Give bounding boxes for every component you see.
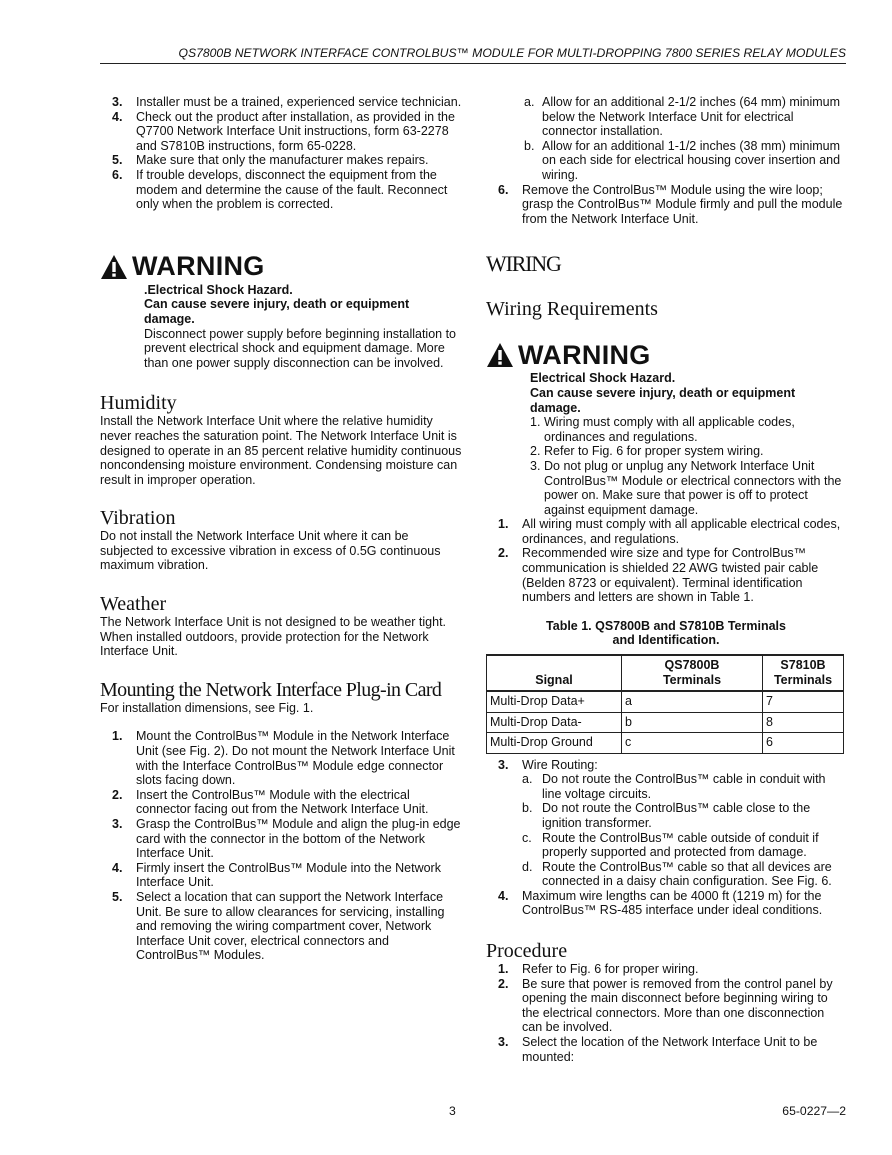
list-item: 2. Recommended wire size and type for ControlBus™ communication is shielded 22 AWG twisted pair cable (Belden 8723 or equivalent). Terminal identification numbers and letters are shown in Table 1. bbox=[498, 546, 819, 605]
warning-text: Disconnect power supply before beginning installation to prevent electrical shock and equipment damage. More than one power supply disconnection can be involved. bbox=[144, 326, 456, 370]
list-item: 6. If trouble develops, disconnect the equipment from the modem and determine the cause of the fault. Reconnect only when the problem is corrected. bbox=[112, 167, 448, 212]
list-item: 3. Do not plug or unplug any Network Interface Unit ControlBus™ Module or electrical connectors with the power on. Make sure that power is off to protect against equipment damage. bbox=[530, 458, 842, 517]
list-item: 3. Installer must be a trained, experienced service technician. bbox=[112, 95, 462, 109]
warning-triangle-icon bbox=[100, 254, 128, 280]
list-item: 1. Mount the ControlBus™ Module in the Network Interface Unit (see Fig. 2). Do not mount the Network Interface Unit with the Interface ControlBus™ Module edge connector slots facing down. bbox=[112, 729, 455, 788]
list-item: 1. Wiring must comply with all applicable codes, ordinances and regulations. bbox=[530, 415, 795, 444]
column-header: QS7800B Terminals bbox=[622, 655, 763, 691]
warning-hazard: Electrical Shock Hazard. bbox=[530, 371, 676, 386]
list-item: 1. Refer to Fig. 6 for proper wiring. bbox=[498, 962, 699, 977]
warning-consequence: Can cause severe injury, death or equipment damage. bbox=[530, 385, 796, 415]
list-item: a. Allow for an additional 2-1/2 inches (64 mm) minimum below the Network Interface Unit for electrical connector installation. bbox=[524, 95, 841, 139]
warning-items bbox=[530, 415, 846, 517]
section-heading-vibration: Vibration bbox=[100, 507, 176, 530]
list-item: b. Allow for an additional 1-1/2 inches (38 mm) minimum on each side for electrical housing cover insertion and wiring. bbox=[524, 138, 841, 182]
clearance-sublist bbox=[486, 95, 846, 183]
list-item: 6. Remove the ControlBus™ Module using the wire loop; grasp the ControlBus™ Module firmly and pull the module from the Network Interface Unit. bbox=[498, 182, 843, 226]
column-header: Signal bbox=[487, 655, 622, 691]
left-column bbox=[100, 95, 462, 963]
list-item: 3. Select the location of the Network Interface Unit to be mounted: bbox=[498, 1035, 818, 1064]
warning-hazard: .Electrical Shock Hazard. bbox=[144, 282, 293, 297]
section-heading-wiring-requirements: Wiring Requirements bbox=[486, 298, 658, 321]
terminals-table bbox=[486, 654, 844, 754]
table-row: Multi-Drop Data- b 8 bbox=[487, 712, 844, 733]
wiring-requirements-list bbox=[486, 517, 846, 605]
warning-box bbox=[100, 252, 462, 371]
wire-routing-item bbox=[486, 758, 846, 773]
table-header-row bbox=[487, 655, 844, 691]
section-heading-mounting: Mounting the Network Interface Plug-in Card bbox=[100, 678, 442, 701]
list-item: 5. Select a location that can support the Network Interface Unit. Be sure to allow clearances for servicing, installing and removing the wiring compartment cover, Network Interface Unit cover, electrical connectors and ControlBus™ Modules. bbox=[112, 889, 445, 963]
weather-text: The Network Interface Unit is not designed to be weather tight. When installed outdoors, provide protection for the Network Interface Unit. bbox=[100, 615, 447, 659]
mounting-step-6 bbox=[486, 183, 846, 227]
wiring-warning-box bbox=[486, 340, 846, 517]
list-item: 3. Wire Routing: bbox=[498, 757, 598, 772]
wire-routing-sublist bbox=[486, 772, 846, 889]
intro-list bbox=[100, 95, 462, 212]
document-code: 65-0227—2 bbox=[782, 1104, 846, 1118]
warning-title: WARNING bbox=[518, 340, 651, 371]
warning-title: WARNING bbox=[132, 251, 265, 282]
procedure-steps bbox=[486, 962, 846, 1064]
list-item: 2. Be sure that power is removed from the control panel by opening the main disconnect before beginning wiring to the electrical connectors. More than one disconnection can be involved. bbox=[498, 976, 833, 1035]
section-heading-procedure: Procedure bbox=[486, 940, 568, 963]
list-item: d. Route the ControlBus™ cable so that all devices are connected in a daisy chain configuration. See Fig. 6. bbox=[522, 859, 832, 889]
section-heading-wiring: WIRING bbox=[486, 251, 561, 277]
list-item: 2. Insert the ControlBus™ Module with the electrical connector facing out from the Network Interface Unit. bbox=[112, 787, 429, 817]
mounting-steps bbox=[100, 729, 462, 963]
list-item: a. Do not route the ControlBus™ cable in conduit with line voltage circuits. bbox=[522, 772, 826, 801]
list-item: 1. All wiring must comply with all applicable electrical codes, ordinances, and regulations. bbox=[498, 517, 841, 546]
vibration-text: Do not install the Network Interface Unit where it can be subjected to excessive vibration in excess of 0.5G continuous maximum vibration. bbox=[100, 529, 441, 573]
running-header: QS7800B NETWORK INTERFACE CONTROLBUS™ MODULE FOR MULTI-DROPPING 7800 SERIES RELAY MODULES bbox=[178, 46, 846, 60]
list-item: 4. Firmly insert the ControlBus™ Module into the Network Interface Unit. bbox=[112, 860, 441, 890]
list-item: c. Route the ControlBus™ cable outside of conduit if properly supported and protected from damage. bbox=[522, 830, 819, 860]
table-caption: Table 1. QS7800B and S7810B Terminals and Identification. bbox=[546, 618, 786, 648]
header-rule bbox=[100, 63, 846, 64]
list-item: 3. Grasp the ControlBus™ Module and align the plug-in edge card with the connector in the bottom of the Network Interface Unit. bbox=[112, 817, 461, 861]
table-row: Multi-Drop Ground c 6 bbox=[487, 733, 844, 754]
list-item: 5. Make sure that only the manufacturer makes repairs. bbox=[112, 153, 429, 168]
list-item: 2. Refer to Fig. 6 for proper system wiring. bbox=[530, 444, 764, 459]
column-header: S7810B Terminals bbox=[763, 655, 844, 691]
humidity-text: Install the Network Interface Unit where the relative humidity never reaches the saturation point. The Network Interface Unit is designed to operate in an 85 percent relative humidity continuous noncondensing moisture environment. Condensing moisture can result in improper operation. bbox=[100, 414, 462, 487]
warning-consequence: Can cause severe injury, death or equipment damage. bbox=[144, 297, 410, 326]
warning-triangle-icon bbox=[486, 342, 514, 368]
section-heading-weather: Weather bbox=[100, 593, 167, 616]
table-row: Multi-Drop Data+ a 7 bbox=[487, 691, 844, 712]
list-item: b. Do not route the ControlBus™ cable close to the ignition transformer. bbox=[522, 801, 811, 830]
max-wire-length-item bbox=[486, 889, 846, 918]
mounting-intro: For installation dimensions, see Fig. 1. bbox=[100, 700, 314, 715]
page-number: 3 bbox=[449, 1104, 456, 1118]
list-item: 4. Maximum wire lengths can be 4000 ft (1219 m) for the ControlBus™ RS-485 interface under ideal conditions. bbox=[498, 888, 823, 918]
section-heading-humidity: Humidity bbox=[100, 392, 177, 415]
right-column bbox=[486, 95, 846, 1064]
list-item: 4. Check out the product after installation, as provided in the Q7700 Network Interface Unit instructions, form 63-2278 and S7810B instructions, form 65-0228. bbox=[112, 109, 455, 153]
